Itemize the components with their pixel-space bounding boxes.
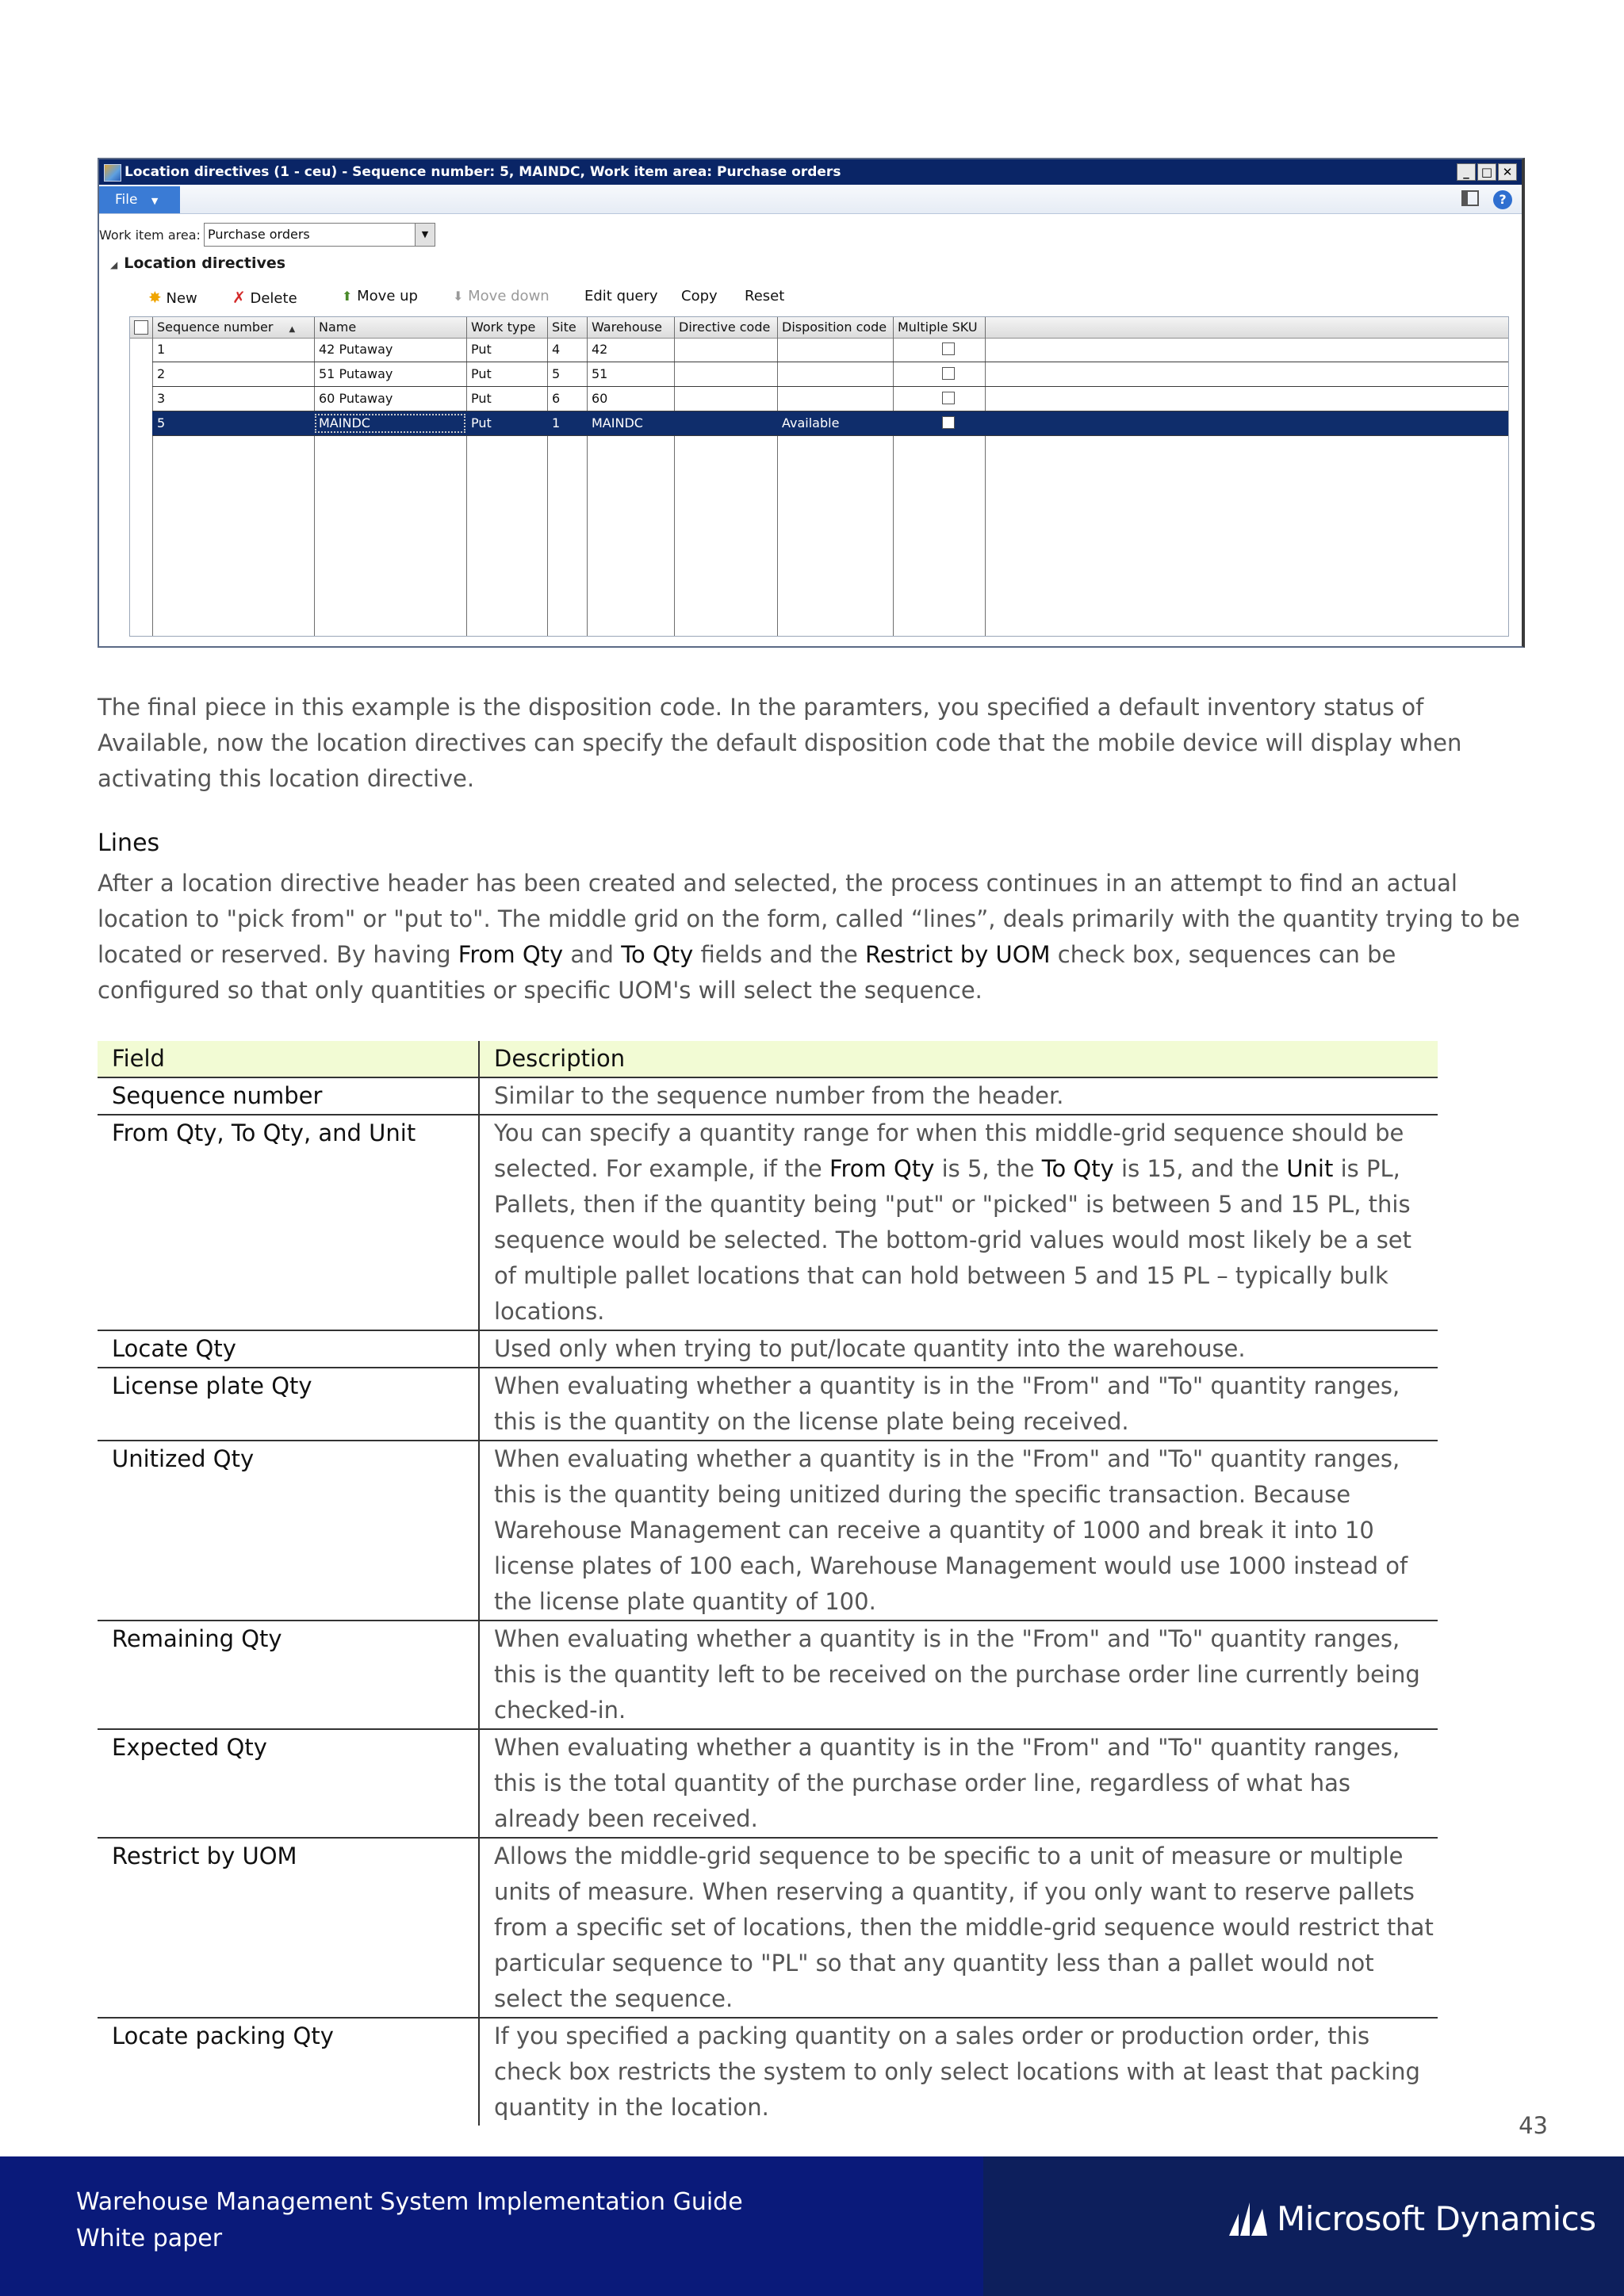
cell-sequence: 5 — [157, 415, 166, 430]
column-header-label: Sequence number — [157, 320, 274, 335]
grid-row[interactable] — [152, 338, 1508, 362]
multiple-sku-checkbox[interactable] — [942, 392, 955, 404]
table-header-field: Field — [98, 1041, 479, 1077]
field-description: Similar to the sequence number from the header. — [479, 1077, 1438, 1115]
cell-site: 6 — [552, 391, 561, 406]
select-all-checkbox[interactable] — [134, 320, 148, 335]
new-button[interactable] — [148, 288, 197, 307]
cell-warehouse: 51 — [592, 366, 608, 381]
column-header-warehouse[interactable]: Warehouse — [592, 320, 662, 335]
column-header-sequence-number[interactable] — [152, 317, 314, 340]
arrow-up-icon: ⬆ — [342, 289, 353, 304]
field-description-table — [98, 1041, 1438, 2126]
work-item-area-value: Purchase orders — [208, 227, 310, 242]
emphasis: From Qty — [829, 1155, 935, 1182]
cell-sequence: 3 — [157, 391, 166, 406]
move-down-label: Move down — [468, 288, 550, 304]
table-row — [98, 1115, 1438, 1330]
field-name: License plate Qty — [98, 1368, 479, 1441]
cell-name: 51 Putaway — [319, 366, 393, 381]
emphasis: To Qty — [621, 941, 694, 968]
copy-button[interactable]: Copy — [681, 288, 718, 304]
grid-row[interactable] — [152, 362, 1508, 387]
column-header-work-type[interactable]: Work type — [471, 320, 536, 335]
cell-name: 60 Putaway — [319, 391, 393, 406]
cell-warehouse: MAINDC — [592, 415, 643, 430]
field-description — [479, 1115, 1438, 1330]
field-name: Locate packing Qty — [98, 2018, 479, 2126]
delete-label: Delete — [250, 290, 297, 307]
column-header-directive-code[interactable]: Directive code — [679, 320, 771, 335]
field-description: Used only when trying to put/locate quantity into the warehouse. — [479, 1330, 1438, 1368]
footer-document-type: White paper — [76, 2225, 223, 2252]
page-number: 43 — [1519, 2112, 1548, 2139]
field-description: When evaluating whether a quantity is in the "From" and "To" quantity ranges, this is the quantity left to be received on the purchase order line currently being checked-in. — [479, 1621, 1438, 1729]
delete-x-icon: ✗ — [232, 288, 246, 307]
collapse-triangle-icon[interactable]: ◢ — [110, 259, 118, 270]
paragraph-disposition-code: The final piece in this example is the disposition code. In the paramters, you specified a default inventory status of Available, now the location directives can specify the default disposition code that the mobile device will display when activating this location directive. — [98, 694, 1462, 792]
field-description: If you specified a packing quantity on a sales order or production order, this check box restricts the system to only select locations with at least that packing quantity in the location. — [494, 2022, 1420, 2121]
text: is PL, Pallets, then if the quantity being "put" or "picked" is between 5 and 15 PL, this sequence would be selected. The bottom-grid values would most likely be a set of multiple pallet locations that can hold between 5 and 15 PL – typically bulk locations. — [494, 1155, 1412, 1325]
new-star-icon: ✸ — [148, 288, 162, 307]
column-header-disposition-code[interactable]: Disposition code — [782, 320, 887, 335]
microsoft-dynamics-logo-icon — [1228, 2198, 1269, 2237]
brand-name: Microsoft Dynamics — [1277, 2199, 1596, 2238]
table-header-row — [98, 1041, 1438, 1077]
cell-work-type: Put — [471, 415, 492, 430]
delete-button[interactable] — [232, 288, 297, 307]
grid-header-row — [130, 317, 1508, 339]
work-item-area-select[interactable] — [204, 223, 435, 247]
field-name: Unitized Qty — [98, 1441, 479, 1621]
cell-site: 5 — [552, 366, 561, 381]
cell-sequence: 2 — [157, 366, 166, 381]
text: fields and the — [693, 941, 866, 968]
file-menu-label: File — [115, 192, 138, 208]
cell-work-type: Put — [471, 391, 492, 406]
grid-row[interactable] — [152, 387, 1508, 411]
table-row — [98, 1441, 1438, 1621]
emphasis: To Qty — [1041, 1155, 1114, 1182]
cell-site: 1 — [552, 415, 561, 430]
new-label: New — [166, 290, 197, 307]
dropdown-arrow-icon[interactable]: ▼ — [415, 224, 435, 246]
cell-name: 42 Putaway — [319, 342, 393, 357]
text: is 15, and the — [1113, 1155, 1287, 1182]
table-header-description: Description — [479, 1041, 1438, 1077]
file-menu-button[interactable] — [99, 186, 180, 213]
window-title: Location directives (1 - ceu) - Sequence number: 5, MAINDC, Work item area: Purchase orders — [124, 164, 841, 180]
field-name: Restrict by UOM — [98, 1838, 479, 2018]
field-description: When evaluating whether a quantity is in the "From" and "To" quantity ranges, this is the quantity on the license plate being received. — [479, 1368, 1438, 1441]
reset-button[interactable]: Reset — [745, 288, 785, 304]
multiple-sku-checkbox[interactable] — [942, 342, 955, 355]
text: You can specify a quantity range for when this middle-grid sequence should be selected. For example, if the — [494, 1119, 1404, 1182]
text: is 5, the — [934, 1155, 1042, 1182]
emphasis: From Qty — [458, 941, 564, 968]
cell-work-type: Put — [471, 366, 492, 381]
column-header-site[interactable]: Site — [552, 320, 576, 335]
cell-warehouse: 60 — [592, 391, 608, 406]
location-directives-window — [98, 158, 1525, 648]
cell-name: MAINDC — [314, 413, 466, 434]
location-directives-grid — [129, 316, 1509, 637]
field-name: Locate Qty — [98, 1330, 479, 1368]
close-button[interactable]: ✕ — [1498, 163, 1517, 181]
text: and — [563, 941, 622, 968]
column-header-multiple-sku[interactable]: Multiple SKU — [898, 320, 978, 335]
cell-disposition-code: Available — [782, 415, 840, 430]
move-up-label: Move up — [357, 288, 418, 304]
group-title: Location directives — [124, 254, 286, 272]
paragraph-lines — [98, 866, 1525, 1008]
app-icon — [104, 164, 121, 182]
minimize-button[interactable]: _ — [1457, 163, 1476, 181]
section-heading-lines: Lines — [98, 829, 160, 857]
table-row — [98, 1838, 1438, 2018]
table-row — [98, 1729, 1438, 1838]
table-row — [98, 1368, 1438, 1441]
field-name: Remaining Qty — [98, 1621, 479, 1729]
cell-sequence: 1 — [157, 342, 166, 357]
edit-query-button[interactable]: Edit query — [584, 288, 658, 304]
table-row — [98, 1077, 1438, 1115]
multiple-sku-checkbox[interactable] — [942, 367, 955, 380]
work-item-area-label: Work item area: — [99, 228, 201, 243]
cell-work-type: Put — [471, 342, 492, 357]
emphasis: Restrict by UOM — [865, 941, 1051, 968]
window-title-bar — [99, 159, 1522, 185]
field-name: Sequence number — [98, 1077, 479, 1115]
maximize-button[interactable]: □ — [1477, 163, 1496, 181]
field-description: When evaluating whether a quantity is in the "From" and "To" quantity ranges, this is the total quantity of the purchase order line, regardless of what has already been received. — [479, 1729, 1438, 1838]
field-name: From Qty, To Qty, and Unit — [98, 1115, 479, 1330]
table-row — [98, 1330, 1438, 1368]
field-name: Expected Qty — [98, 1729, 479, 1838]
table-row — [98, 1621, 1438, 1729]
help-icon[interactable]: ? — [1493, 190, 1512, 209]
move-up-button[interactable] — [342, 288, 418, 304]
column-header-name[interactable]: Name — [319, 320, 357, 335]
grid-row-selected[interactable] — [152, 411, 1508, 436]
field-description: When evaluating whether a quantity is in the "From" and "To" quantity ranges, this is the quantity being unitized during the specific transaction. Because Warehouse Management can receive a quantity of 1000 and break it into 10 license plates of 100 each, Warehouse Management would use 1000 instead of the license plate quantity of 100. — [479, 1441, 1438, 1621]
field-description: Allows the middle-grid sequence to be specific to a unit of measure or multiple units of measure. When reserving a quantity, if you only want to reserve pallets from a specific set of locations, then the middle-grid sequence would restrict that particular sequence to "PL" so that any quantity less than a pallet would not select the sequence. — [479, 1838, 1438, 2018]
cell-site: 4 — [552, 342, 561, 357]
location-directives-group-header[interactable] — [110, 254, 285, 272]
text: After a location directive header has been created and selected, the process continues in an attempt to find an actual location to "pick from" or "put to". The middle grid on the form, called “lines”, deals primarily with the quantity trying to be located or reserved. By having — [98, 870, 1520, 968]
text: check box, sequences can be configured so that only quantities or specific UOM's will select the sequence. — [98, 941, 1396, 1004]
emphasis: Unit — [1286, 1155, 1334, 1182]
menu-bar — [99, 185, 1522, 214]
move-down-button[interactable] — [453, 288, 550, 304]
chevron-down-icon: ▼ — [151, 196, 159, 206]
layout-icon[interactable] — [1461, 190, 1479, 206]
arrow-down-icon: ⬇ — [453, 289, 464, 304]
footer-document-title: Warehouse Management System Implementation Guide — [76, 2188, 743, 2216]
cell-warehouse: 42 — [592, 342, 608, 357]
sort-ascending-icon: ▲ — [289, 325, 296, 334]
table-row — [98, 2018, 1438, 2126]
multiple-sku-checkbox[interactable] — [942, 416, 955, 429]
